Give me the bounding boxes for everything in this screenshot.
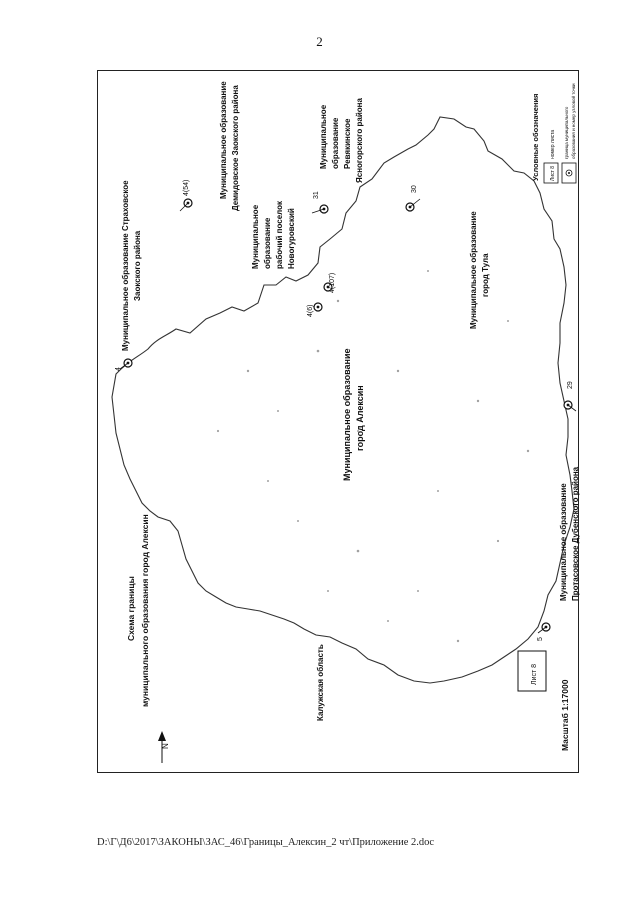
node-4-54 — [180, 180, 192, 211]
label-protasovskoe-2: Протасовское Дубенского района — [571, 466, 580, 601]
svg-text:Лист 8: Лист 8 — [531, 663, 538, 685]
label-revyakinskoe-2: образование — [331, 117, 340, 169]
sheet-box — [518, 651, 546, 691]
map-title-line1: Схема границы — [126, 576, 136, 641]
legend-title: Условные обозначения — [531, 93, 540, 181]
boundary-map — [98, 71, 578, 772]
footer-path: D:\Г\Д6\2017\ЗАКОНЫ\ЗАС_46\Границы_Алексин_2 чт\Приложение 2.doc — [97, 837, 435, 848]
node-label-4-54: 4(54) — [183, 179, 190, 196]
node-label-4-6: 4(6) — [307, 304, 314, 317]
label-revyakinskoe-3: Ревякинское — [343, 118, 352, 169]
node-label-5: 5 — [537, 637, 544, 641]
map-title-line2: муниципального образования город Алексин — [140, 514, 150, 707]
map-scale: Масштаб 1:17000 — [560, 679, 570, 751]
label-demidovskoe-2: Демидовское Заокского района — [231, 85, 240, 211]
label-protasovskoe-1: Муниципальное образование — [559, 483, 568, 601]
page-number: 2 — [316, 34, 323, 49]
label-tula-2: город Тула — [481, 253, 490, 297]
node-31 — [312, 191, 328, 213]
label-demidovskoe-1: Муниципальное образование — [219, 81, 228, 199]
legend-sheet-desc: номер листа — [550, 129, 556, 159]
label-revyakinskoe-4: Ясногорского района — [355, 98, 364, 183]
node-label-4: 4 — [115, 367, 122, 371]
legend-point-desc-1: граница муниципального — [564, 106, 569, 159]
label-revyakinskoe-1: Муниципальное — [319, 104, 328, 169]
node-label-30: 30 — [411, 185, 418, 193]
legend-sheet-box: Лист 8 — [550, 165, 556, 181]
label-strakhovskoe-1: Муниципальное образование Страховское — [121, 180, 130, 351]
node-29 — [564, 381, 576, 411]
label-novogurovsky-2: образование — [263, 217, 272, 269]
svg-text:N: N — [161, 743, 170, 749]
map-frame — [97, 70, 579, 773]
label-novogurovsky-1: Муниципальное — [251, 204, 260, 269]
node-label-4-107: 4(107) — [329, 272, 336, 293]
label-novogurovsky-4: Новогуровский — [287, 208, 296, 269]
legend — [531, 83, 576, 183]
node-label-29: 29 — [567, 381, 574, 389]
legend-point-desc-2: образования и номер узловой точки — [571, 83, 576, 159]
north-arrow-icon — [158, 731, 170, 763]
label-aleksin-2: город Алексин — [355, 385, 365, 451]
label-aleksin-1: Муниципальное образование — [342, 348, 352, 481]
label-tula-1: Муниципальное образование — [469, 211, 478, 329]
label-novogurovsky-3: рабочий поселок — [275, 200, 284, 269]
label-strakhovskoe-2: Заокского района — [133, 230, 142, 301]
label-kaluga: Калужская область — [316, 644, 325, 721]
node-label-31: 31 — [313, 191, 320, 199]
